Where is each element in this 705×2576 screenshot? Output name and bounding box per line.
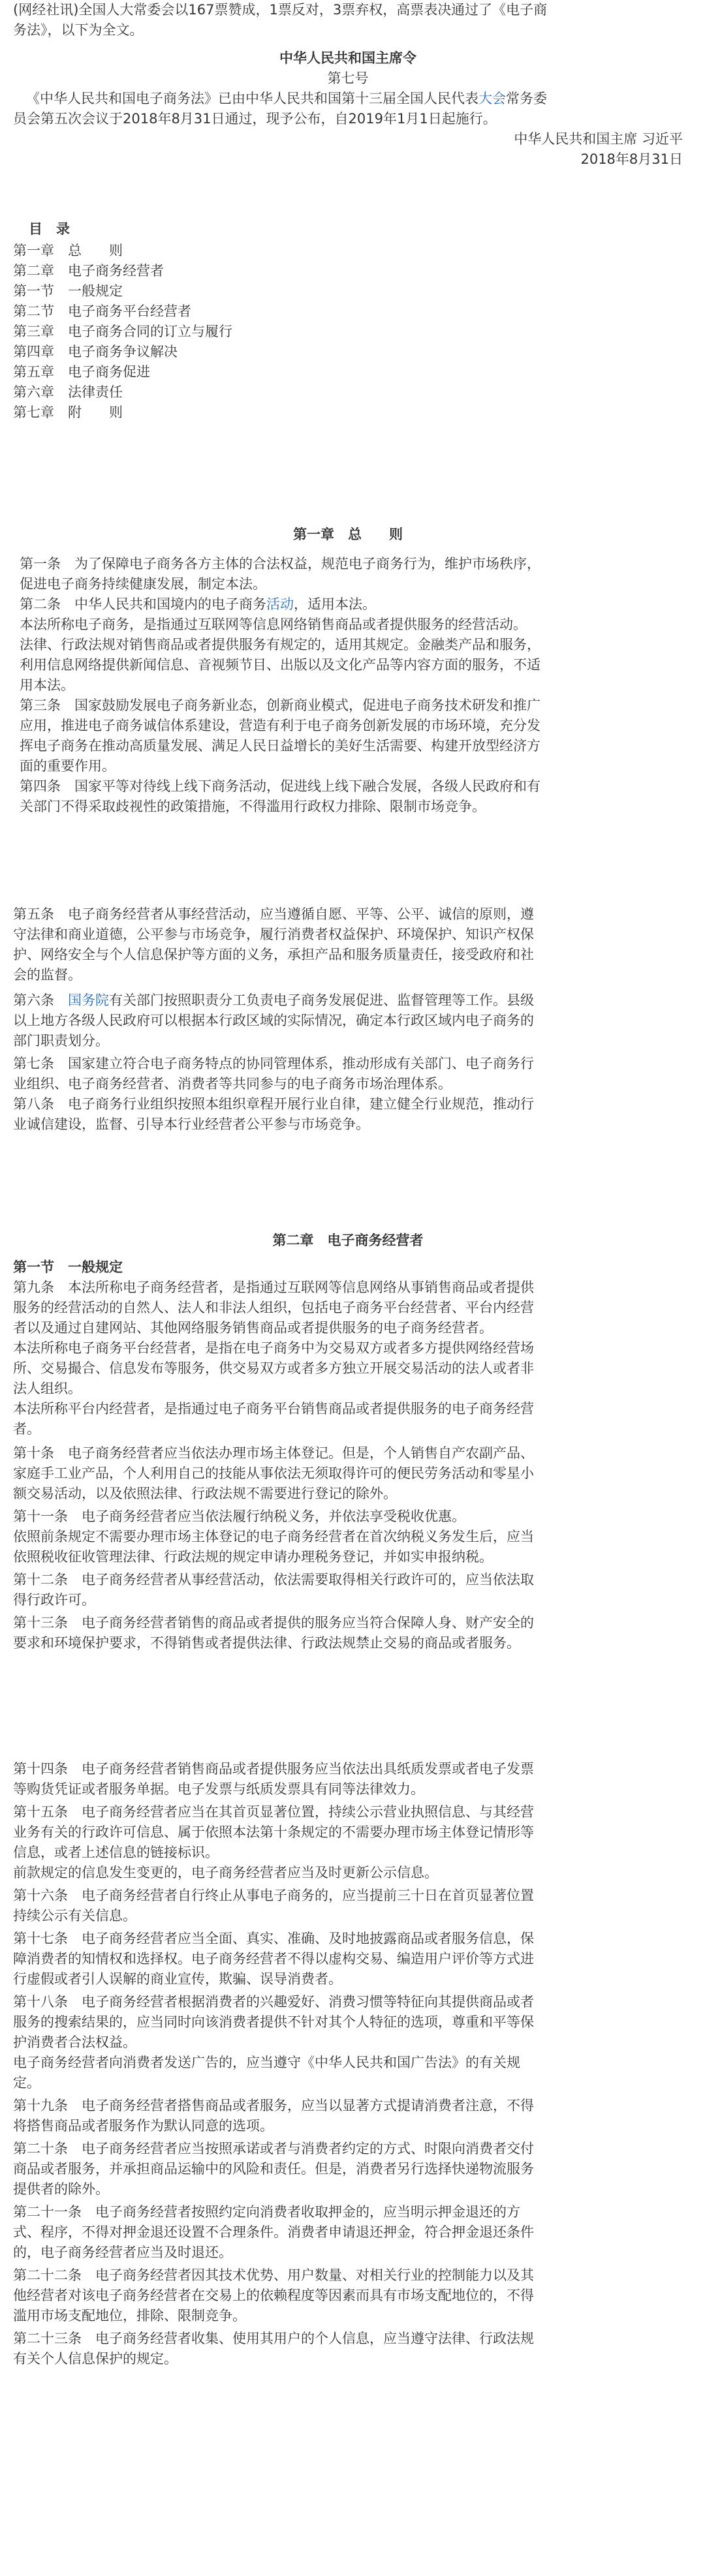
text-line <box>13 990 683 1011</box>
text-line: 提供者的除外。 <box>13 2181 109 2197</box>
text-line: 面的重要作用。 <box>20 758 116 774</box>
toc-item: 第二节 电子商务平台经营者 <box>13 303 191 319</box>
text-line: 第十条 电子商务经营者应当依法办理市场主体登记。但是，个人销售自产农副产品、 <box>13 1445 534 1461</box>
text-line: 依照税收征收管理法律、行政法规的规定申请办理税务登记，并如实申报纳税。 <box>13 1549 493 1565</box>
text-line: 关部门不得采取歧视性的政策措施，不得滥用行政权力排除、限制市场竞争。 <box>20 799 486 814</box>
toc-item: 第四章 电子商务争议解决 <box>13 344 178 360</box>
text-line: 持续公示有关信息。 <box>13 1908 136 1924</box>
text-line: 第八条 电子商务行业组织按照本组织章程开展行业自律，建立健全行业规范，推动行 <box>13 1096 534 1112</box>
text-line: 护、网络安全与个人信息保护等方面的义务，承担产品和服务质量责任，接受政府和社 <box>13 947 534 962</box>
text-fragment: 有关部门按照职责分工负责电子商务发展促进、监督管理等工作。县级 <box>109 992 534 1008</box>
article-7 <box>13 1054 683 1094</box>
article-2 <box>13 594 683 696</box>
article-9 <box>13 1278 683 1439</box>
decree-issuer: 中华人民共和国主席令 <box>279 50 416 66</box>
text-line: 促进电子商务持续健康发展，制定本法。 <box>20 576 266 592</box>
text-line: 障消费者的知情权和选择权。电子商务经营者不得以虚构交易、编造用户评价等方式进 <box>13 1951 534 1967</box>
text-line: 挥电子商务在推动高质量发展、满足人民日益增长的美好生活需要、构建开放型经济方 <box>20 738 540 754</box>
article-15 <box>13 1802 683 1883</box>
decree-signature: 中华人民共和国主席 习近平 <box>514 131 683 147</box>
article-13 <box>13 1613 683 1653</box>
text-line: 者以及通过自建网站、其他网络服务销售商品或者提供服务的电子商务经营者。 <box>13 1320 493 1336</box>
text-line: 第二十三条 电子商务经营者收集、使用其用户的个人信息，应当遵守法律、行政法规 <box>13 2331 534 2346</box>
text-line: 第七条 国家建立符合电子商务特点的协同管理体系，推动形成有关部门、电子商务行 <box>13 1056 534 1071</box>
toc-item: 第一节 一般规定 <box>13 283 123 299</box>
text-line: 的，电子商务经营者应当及时退还。 <box>13 2245 232 2260</box>
text-line: 第十九条 电子商务经营者搭售商品或者服务，应当以显著方式提请消费者注意，不得 <box>13 2098 534 2113</box>
text-line: 第十八条 电子商务经营者根据消费者的兴趣爱好、消费习惯等特征向其提供商品或者 <box>13 1994 534 2010</box>
chapter-2 <box>13 1231 683 1653</box>
text-line: 信息，或者上述信息的链接标识。 <box>13 1845 219 1860</box>
text-line: 要求和环境保护要求，不得销售或者提供法律、行政法规禁止交易的商品或者服务。 <box>13 1635 520 1651</box>
text-line: 电子商务经营者向消费者发送广告的，应当遵守《中华人民共和国广告法》的有关规 <box>13 2055 520 2070</box>
article-21 <box>13 2202 683 2263</box>
intro-paragraph <box>13 0 683 40</box>
text-line: 应用，推进电子商务诚信体系建设，营造有利于电子商务创新发展的市场环境，充分发 <box>20 718 540 733</box>
chapter-1-continued <box>13 904 683 1135</box>
text-line: 第一条 为了保障电子商务各方主体的合法权益，规范电子商务行为，维护市场秩序， <box>20 556 540 572</box>
text-line: 会的监督。 <box>13 967 82 983</box>
text-line: 第十四条 电子商务经营者销售商品或者提供服务应当依法出具纸质发票或者电子发票 <box>13 1761 534 1777</box>
chapter-1 <box>13 525 683 817</box>
text-line: 利用信息网络提供新闻信息、音视频节目、出版以及文化产品等内容方面的服务，不适 <box>20 657 540 673</box>
text-line: 者。 <box>13 1421 40 1437</box>
article-17 <box>13 1929 683 1989</box>
article-22 <box>13 2265 683 2326</box>
text-line: 第十一条 电子商务经营者应当依法履行纳税义务，并依法享受税收优惠。 <box>13 1509 465 1524</box>
text-line: 将搭售商品或者服务作为默认同意的选项。 <box>13 2118 274 2134</box>
text-line: 本法所称电子商务，是指通过互联网等信息网络销售商品或者提供服务的经营活动。 <box>20 617 527 632</box>
decree-block <box>13 48 683 170</box>
text-line: 第四条 国家平等对待线上线下商务活动，促进线上线下融合发展，各级人民政府和有 <box>20 778 540 794</box>
chapter-title: 第二章 电子商务经营者 <box>272 1233 424 1248</box>
table-of-contents <box>13 219 683 423</box>
text-line: 第二十条 电子商务经营者应当按照承诺或者与消费者约定的方式、时限向消费者交付 <box>13 2141 534 2156</box>
toc-item: 第六章 法律责任 <box>13 384 123 400</box>
text-line: 所、交易撮合、信息发布等服务，供交易双方或者多方独立开展交易活动的法人或者非 <box>13 1360 534 1376</box>
article-23 <box>13 2329 683 2369</box>
chapter-title: 第一章 总 则 <box>293 527 403 542</box>
text-line: 第十六条 电子商务经营者自行终止从事电子商务的，应当提前三十日在首页显著位置 <box>13 1888 534 1903</box>
text-line: 业诚信建设，监督、引导本行业经营者公平参与市场竞争。 <box>13 1116 369 1132</box>
text-line: 家庭手工业产品，个人利用自己的技能从事依法无须取得许可的便民劳务活动和零星小 <box>13 1465 534 1481</box>
text-fragment: 常务委 <box>506 91 547 106</box>
text-line: 第九条 本法所称电子商务经营者，是指通过互联网等信息网络从事销售商品或者提供 <box>13 1280 534 1295</box>
text-fragment: 《中华人民共和国电子商务法》已由中华人民共和国第十三届全国人民代表 <box>26 91 478 106</box>
text-line: 守法律和商业道德，公平参与市场竞争，履行消费者权益保护、环境保护、知识产权保 <box>13 927 534 942</box>
toc-list <box>13 241 683 423</box>
text-line: 业务有关的行政许可信息、属于依照本法第十条规定的不需要办理市场主体登记情形等 <box>13 1824 534 1840</box>
toc-item: 第一章 总 则 <box>13 243 123 258</box>
article-6 <box>13 990 683 1051</box>
toc-item: 第三章 电子商务合同的订立与履行 <box>13 324 232 339</box>
toc-item: 第二章 电子商务经营者 <box>13 263 164 279</box>
text-line: 法人组织。 <box>13 1381 82 1396</box>
article-5 <box>13 904 683 985</box>
article-6-rest <box>13 1011 683 1051</box>
text-line: 务法》，以下为全文。 <box>13 22 144 38</box>
text-line <box>20 594 683 615</box>
text-line: 本法所称平台内经营者，是指通过电子商务平台销售商品或者提供服务的电子商务经营 <box>13 1401 534 1417</box>
text-line: 服务的经营活动的自然人、法人和非法人组织，包括电子商务平台经营者、平台内经营 <box>13 1300 534 1315</box>
text-line: (网经社讯)全国人大常委会以167票赞成，1票反对，3票弃权，高票表决通过了《电子商 <box>13 2 548 18</box>
text-line: 滥用市场支配地位，排除、限制竞争。 <box>13 2308 246 2323</box>
text-line: 本法所称电子商务平台经营者，是指在电子商务中为交易双方或者多方提供网络经营场 <box>13 1340 534 1356</box>
article-18 <box>13 1992 683 2093</box>
npc-link[interactable]: 大会 <box>478 91 506 106</box>
decree-text <box>13 89 683 109</box>
text-line: 他经营者对该电子商务经营者在交易上的依赖程度等因素而具有市场支配地位的，不得 <box>13 2288 534 2303</box>
article-4 <box>13 776 683 817</box>
toc-heading: 目 录 <box>29 221 70 237</box>
text-line: 第十五条 电子商务经营者应当在其首页显著位置，持续公示营业执照信息、与其经营 <box>13 1804 534 1820</box>
article-3 <box>13 696 683 776</box>
chapter-2-continued <box>13 1759 683 2369</box>
text-line: 业组织、电子商务经营者、消费者等共同参与的电子商务市场治理体系。 <box>13 1076 452 1092</box>
text-line: 第十三条 电子商务经营者销售的商品或者提供的服务应当符合保障人身、财产安全的 <box>13 1615 534 1631</box>
text-line: 护消费者合法权益。 <box>13 2034 136 2050</box>
text-line: 有关个人信息保护的规定。 <box>13 2351 178 2367</box>
text-line: 用本法。 <box>20 677 74 693</box>
text-line: 部门职责划分。 <box>13 1033 109 1049</box>
text-line: 得行政许可。 <box>13 1592 95 1608</box>
text-line: 额交易活动，以及依照法律、行政法规不需要进行登记的除外。 <box>13 1486 397 1501</box>
decree-date: 2018年8月31日 <box>580 151 683 167</box>
text-line: 商品或者服务，并承担商品运输中的风险和责任。但是，消费者另行选择快递物流服务 <box>13 2161 534 2177</box>
article-19 <box>13 2096 683 2136</box>
text-line: 第十二条 电子商务经营者从事经营活动，依法需要取得相关行政许可的，应当依法取 <box>13 1572 534 1587</box>
text-line: 服务的搜索结果的，应当同时向该消费者提供不针对其个人特征的选项，尊重和平等保 <box>13 2014 534 2030</box>
text-line: 以上地方各级人民政府可以根据本行政区域的实际情况，确定本行政区域内电子商务的 <box>13 1013 534 1028</box>
article-8 <box>13 1094 683 1135</box>
text-line: 前款规定的信息发生变更的，电子商务经营者应当及时更新公示信息。 <box>13 1865 438 1880</box>
text-line: 第十七条 电子商务经营者应当全面、真实、准确、及时地披露商品或者服务信息，保 <box>13 1931 534 1946</box>
text-line: 式、程序，不得对押金退还设置不合理条件。消费者申请退还押金，符合押金退还条件 <box>13 2224 534 2240</box>
toc-item: 第五章 电子商务促进 <box>13 364 150 380</box>
text-line: 第二十一条 电子商务经营者按照约定向消费者收取押金的，应当明示押金退还的方 <box>13 2204 520 2220</box>
article-2-rest <box>20 615 683 696</box>
activity-link[interactable]: 活动 <box>266 596 294 612</box>
text-line: 依照前条规定不需要办理市场主体登记的电子商务经营者在首次纳税义务发生后，应当 <box>13 1529 534 1544</box>
state-council-link[interactable]: 国务院 <box>68 992 109 1008</box>
decree-text: 员会第五次会议于2018年8月31日通过，现予公布，自2019年1月1日起施行。 <box>13 111 497 127</box>
article-1 <box>13 554 683 594</box>
text-fragment: 第二条 中华人民共和国境内的电子商务 <box>20 596 266 612</box>
article-20 <box>13 2139 683 2200</box>
text-line: 第二十二条 电子商务经营者因其技术优势、用户数量、对相关行业的控制能力以及其 <box>13 2267 534 2283</box>
article-11 <box>13 1507 683 1567</box>
toc-item: 第七章 附 则 <box>13 405 123 420</box>
section-title: 第一节 一般规定 <box>13 1259 123 1275</box>
article-12 <box>13 1570 683 1610</box>
decree-number: 第七号 <box>327 70 369 86</box>
text-line: 第五条 电子商务经营者从事经营活动，应当遵循自愿、平等、公平、诚信的原则，遵 <box>13 906 534 922</box>
article-10 <box>13 1443 683 1504</box>
text-line: 法律、行政法规对销售商品或者提供服务有规定的，适用其规定。金融类产品和服务， <box>20 637 540 652</box>
text-line: 定。 <box>13 2075 40 2091</box>
text-line: 等购货凭证或者服务单据。电子发票与纸质发票具有同等法律效力。 <box>13 1781 424 1797</box>
text-fragment: 第六条 <box>13 992 68 1008</box>
article-14 <box>13 1759 683 1800</box>
article-16 <box>13 1886 683 1926</box>
text-fragment: ，适用本法。 <box>294 596 376 612</box>
text-line: 第三条 国家鼓励发展电子商务新业态，创新商业模式，促进电子商务技术研发和推广 <box>20 698 540 713</box>
text-line: 行虚假或者引人误解的商业宣传，欺骗、误导消费者。 <box>13 1971 342 1987</box>
